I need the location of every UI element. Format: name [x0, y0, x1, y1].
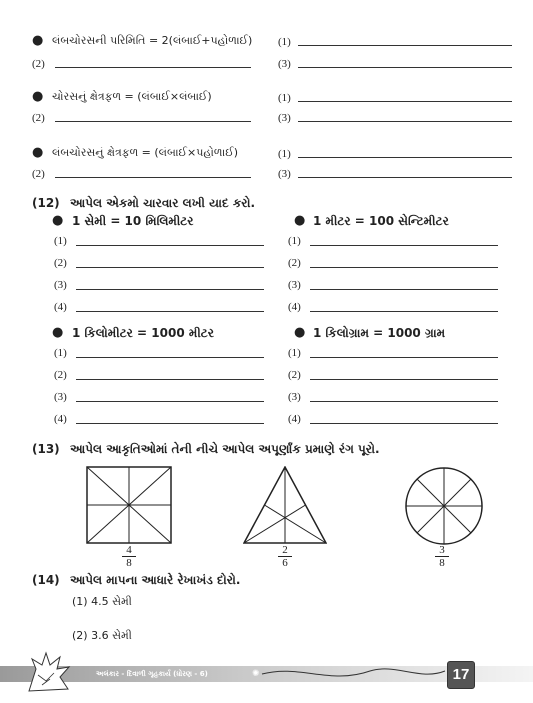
triangle-shape[interactable]: [243, 466, 327, 544]
answer-label: (2): [54, 369, 67, 381]
unit-fact: 1 કિલોમીટર = 1000 મીટર: [72, 326, 214, 340]
sparkle-icon: ✺: [252, 669, 260, 679]
answer-line[interactable]: [55, 67, 251, 68]
question-number: (14): [32, 573, 60, 587]
bullet-icon: ●: [32, 89, 44, 104]
answer-line[interactable]: [310, 401, 498, 402]
answer-label: (3): [288, 279, 301, 291]
answer-label: (1): [278, 92, 291, 104]
answer-label: (3): [278, 112, 291, 124]
answer-line[interactable]: [298, 157, 512, 158]
fraction-denominator: 6: [282, 557, 288, 569]
answer-line[interactable]: [76, 401, 264, 402]
answer-label: (4): [54, 413, 67, 425]
answer-line[interactable]: [310, 379, 498, 380]
answer-line[interactable]: [76, 289, 264, 290]
answer-line[interactable]: [298, 67, 512, 68]
answer-label: (3): [54, 391, 67, 403]
page-number: 17: [452, 666, 470, 683]
answer-line[interactable]: [310, 357, 498, 358]
answer-label: (2): [288, 369, 301, 381]
answer-label: (1): [278, 148, 291, 160]
fraction-label: [119, 544, 139, 569]
answer-line[interactable]: [76, 379, 264, 380]
answer-label: (3): [288, 391, 301, 403]
answer-line[interactable]: [76, 423, 264, 424]
fraction-denominator: 8: [439, 557, 445, 569]
formula-text: ચોરસનું ક્ષેત્રફળ = (લંબાઈ×લંબાઈ): [52, 90, 212, 103]
unit-fact: 1 કિલોગ્રામ = 1000 ગ્રામ: [313, 326, 446, 340]
answer-line[interactable]: [298, 45, 512, 46]
formula-text: લંબચોરસનું ક્ષેત્રફળ = (લંબાઈ×પહોળાઈ): [52, 146, 238, 159]
answer-label: (1): [278, 36, 291, 48]
page-number-badge: [447, 661, 475, 689]
answer-line[interactable]: [310, 245, 498, 246]
question-number: (13): [32, 442, 60, 456]
leaf-mascot-icon: [24, 651, 74, 695]
footer-title: અલંકાર - દિવાળી ગૃહકાર્ય (ધોરણ - 6): [96, 670, 208, 678]
measure-item: (1) 4.5 સેમી: [72, 595, 132, 608]
answer-label: (2): [54, 257, 67, 269]
fraction-numerator: 2: [282, 544, 288, 556]
answer-label: (2): [288, 257, 301, 269]
question-title: આપેલ એકમો ચારવાર લખી યાદ કરો.: [70, 196, 256, 210]
bullet-icon: ●: [52, 213, 64, 228]
answer-label: (3): [278, 58, 291, 70]
question-title: આપેલ આકૃતિઓમાં તેની નીચે આપેલ અપૂર્ણાંક પ્રમાણે રંગ પૂરો.: [70, 442, 380, 456]
bullet-icon: ●: [52, 325, 64, 340]
page-footer: [0, 659, 533, 689]
bullet-icon: ●: [294, 213, 306, 228]
fraction-numerator: 4: [126, 544, 132, 556]
answer-line[interactable]: [76, 245, 264, 246]
question-title: આપેલ માપના આધારે રેખાખંડ દોરો.: [70, 573, 241, 587]
bullet-icon: ●: [294, 325, 306, 340]
answer-line[interactable]: [310, 289, 498, 290]
question-number: (12): [32, 196, 60, 210]
answer-label: (4): [54, 301, 67, 313]
answer-line[interactable]: [310, 423, 498, 424]
fraction-numerator: 3: [439, 544, 445, 556]
answer-label: (1): [288, 235, 301, 247]
answer-label: (2): [32, 58, 45, 70]
answer-label: (3): [278, 168, 291, 180]
answer-line[interactable]: [76, 357, 264, 358]
answer-line[interactable]: [298, 101, 512, 102]
circle-shape[interactable]: [400, 466, 488, 546]
answer-label: (4): [288, 413, 301, 425]
answer-line[interactable]: [298, 177, 512, 178]
answer-line[interactable]: [55, 177, 251, 178]
fraction-denominator: 8: [126, 557, 132, 569]
answer-line[interactable]: [55, 121, 251, 122]
answer-label: (2): [32, 112, 45, 124]
answer-line[interactable]: [76, 267, 264, 268]
answer-label: (2): [32, 168, 45, 180]
bullet-icon: ●: [32, 145, 44, 160]
square-shape[interactable]: [86, 466, 172, 544]
answer-line[interactable]: [298, 121, 512, 122]
answer-label: (1): [54, 347, 67, 359]
unit-fact: 1 મીટર = 100 સેન્ટિમીટર: [313, 214, 449, 228]
answer-label: (3): [54, 279, 67, 291]
answer-label: (1): [54, 235, 67, 247]
answer-label: (1): [288, 347, 301, 359]
bullet-icon: ●: [32, 33, 44, 48]
formula-text: લંબચોરસની પરિમિતિ = 2(લંબાઈ+પહોળાઈ): [52, 34, 253, 47]
answer-label: (4): [288, 301, 301, 313]
measure-item: (2) 3.6 સેમી: [72, 629, 132, 642]
answer-line[interactable]: [310, 267, 498, 268]
fraction-label: [432, 544, 452, 569]
answer-line[interactable]: [76, 311, 264, 312]
answer-line[interactable]: [310, 311, 498, 312]
unit-fact: 1 સેમી = 10 મિલિમીટર: [72, 214, 194, 228]
fraction-label: [275, 544, 295, 569]
